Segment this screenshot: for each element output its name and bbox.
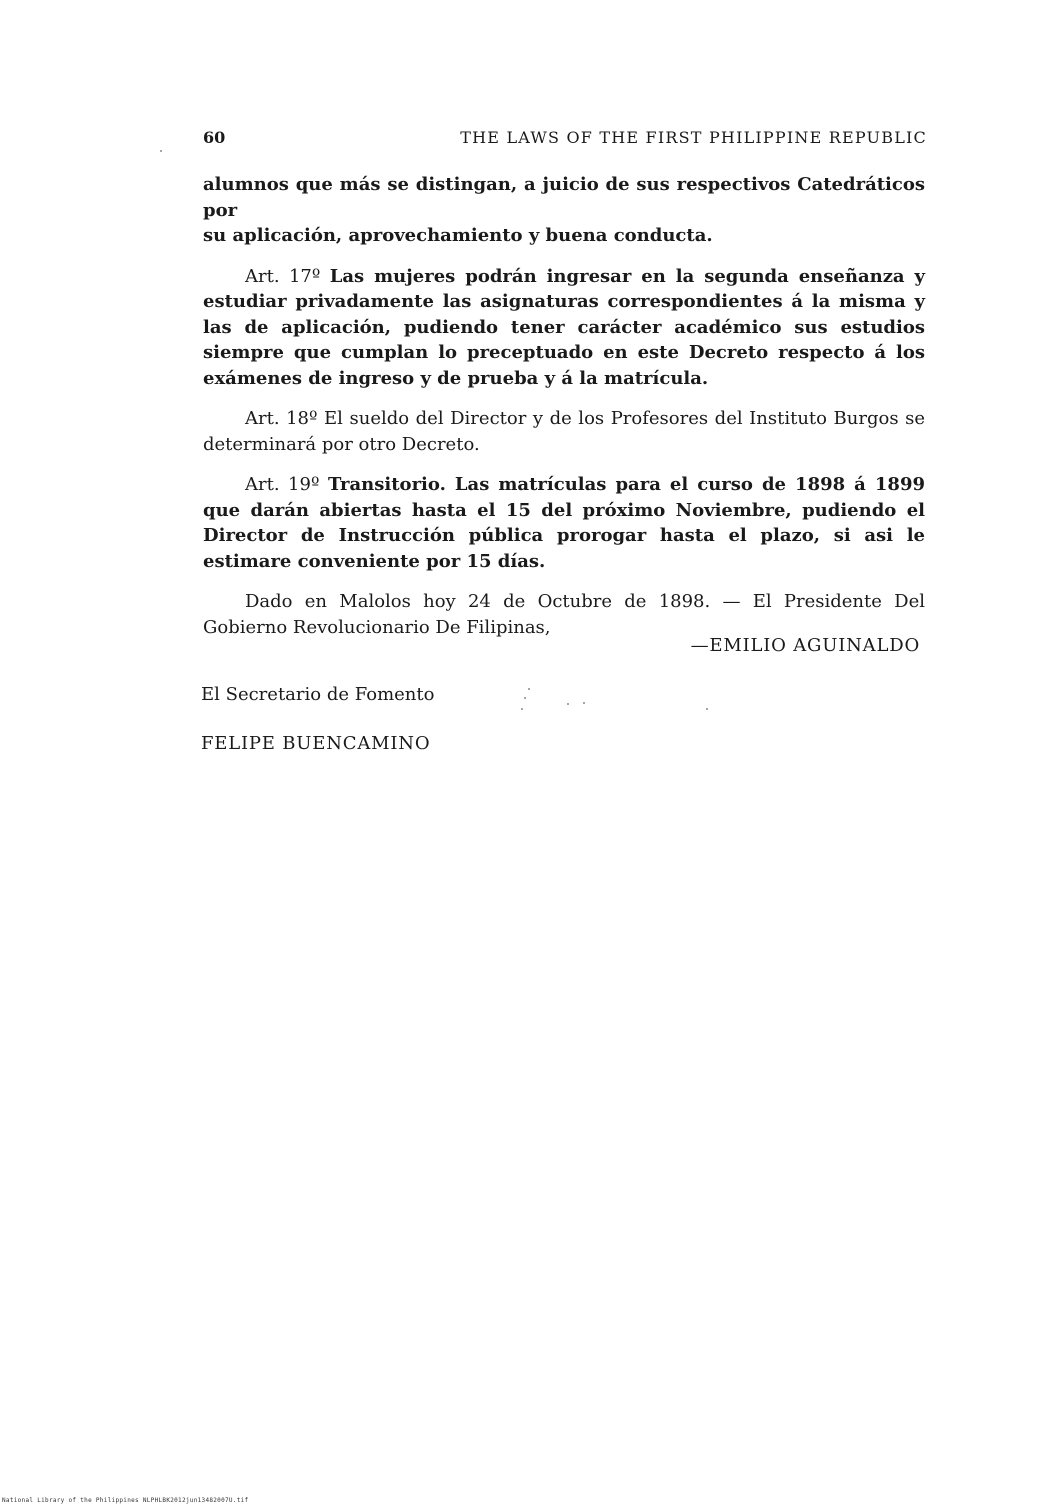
article-18 [203,406,925,457]
closing-paragraph: Dado en Malolos hoy 24 de Octubre de 1898. — El Presidente Del Gobierno Revolucionario De Filipinas, [203,591,925,638]
scan-speck [706,708,708,710]
scan-speck [583,702,585,704]
president-signature: —EMILIO AGUINALDO [690,635,920,656]
article-17 [203,264,925,392]
article-19 [203,472,925,574]
continuation-line-1: alumnos que más se distingan, a juicio de sus respectivos Catedráticos por [203,174,925,221]
scan-speck [160,150,162,152]
continuation-line-2: su aplicación, aprovechamiento y buena conducta. [203,225,713,246]
scan-speck [521,708,523,710]
scan-speck [524,697,526,699]
article-19-label: Art. 19º [245,474,320,495]
article-19-text: Transitorio. Las matrículas para el curso de 1898 á 1899 que darán abiertas hasta el 15 del próximo Noviembre, pudiendo el Director de Instrucción pública prorogar hasta el plazo, si asi le estimare conveniente por 15 días. [203,474,925,572]
article-18-label: Art. 18º [245,408,318,429]
scan-speck [528,688,530,690]
article-17-text: Las mujeres podrán ingresar en la segunda enseñanza y estudiar privadamente las asignaturas correspondientes á la misma y las de aplicación, pudiendo tener carácter académico sus estudios siempre que cumplan lo preceptuado en este Decreto respecto á los exámenes de ingreso y de prueba y á la matrícula. [203,265,925,389]
running-title: THE LAWS OF THE FIRST PHILIPPINE REPUBLIC [460,128,927,147]
article-17-label: Art. 17º [245,265,321,287]
article-18-text: El sueldo del Director y de los Profesores del Instituto Burgos se determinará por otro Decreto. [203,408,925,455]
secretary-title: El Secretario de Fomento [201,684,435,705]
page-number: 60 [203,128,226,147]
paragraph-continuation [203,172,925,249]
scan-speck [567,703,569,705]
running-header [203,128,927,156]
secretary-name: FELIPE BUENCAMINO [201,733,431,754]
scan-footer-stamp: National Library of the Philippines NLPHLBK2012jun13482007U.tif [2,1497,249,1504]
body-text [203,172,925,655]
